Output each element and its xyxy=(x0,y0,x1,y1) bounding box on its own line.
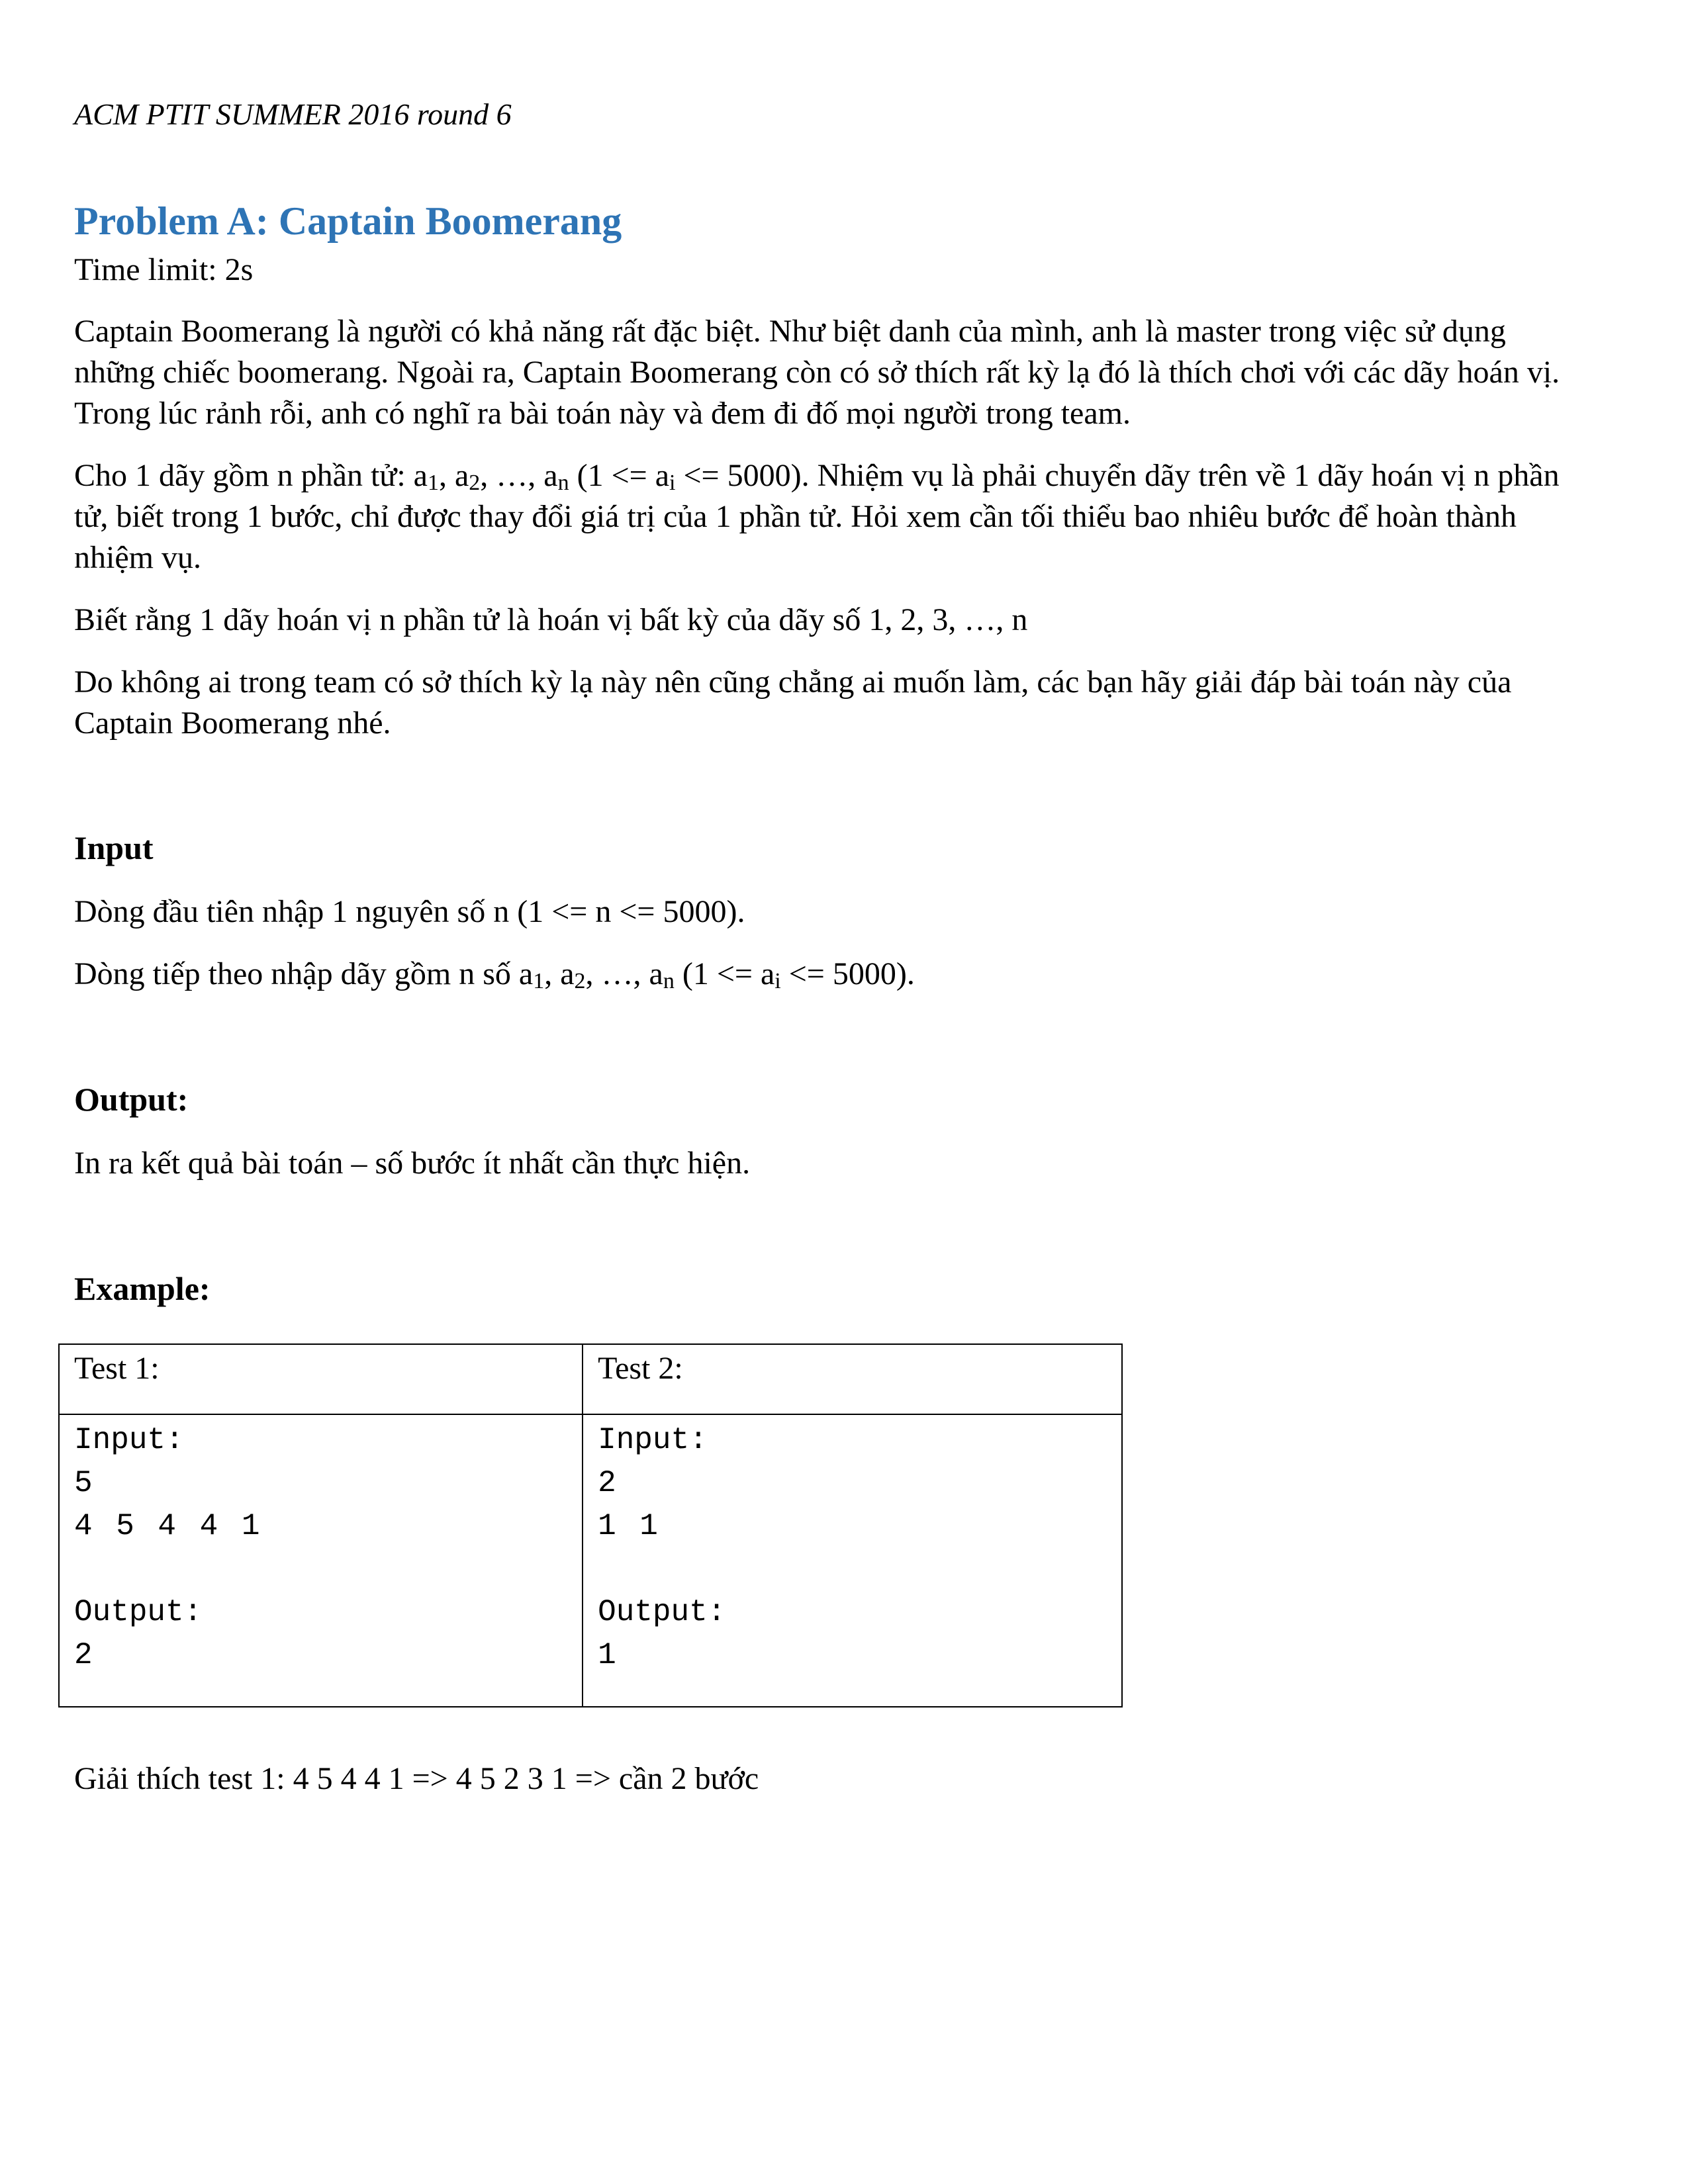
input-text: <= 5000). xyxy=(780,956,915,991)
subscript: 2 xyxy=(574,969,586,993)
input-heading: Input xyxy=(74,829,154,866)
test-1-label: Test 1: xyxy=(59,1344,583,1414)
page-header: ACM PTIT SUMMER 2016 round 6 xyxy=(74,97,512,131)
time-limit: Time limit: 2s xyxy=(74,252,254,287)
test-1-output-label: Output: xyxy=(74,1595,203,1629)
output-heading: Output: xyxy=(74,1081,189,1118)
example-header-row xyxy=(59,1344,1122,1414)
input-line-1: Dòng đầu tiên nhập 1 nguyên số n (1 <= n <= 5000). xyxy=(74,894,745,929)
test-2-output-label: Output: xyxy=(598,1595,726,1629)
test-1-output-line: 2 xyxy=(74,1638,93,1672)
intro-line: những chiếc boomerang. Ngoài ra, Captain Boomerang còn có sở thích rất kỳ lạ đó là thích chơi với các dãy hoán vị. xyxy=(74,355,1560,390)
spacer xyxy=(74,1548,582,1591)
statement-text: , a xyxy=(438,458,469,493)
permutation-note xyxy=(74,600,1617,641)
example-heading: Example: xyxy=(74,1270,211,1307)
statement-line xyxy=(74,455,1617,496)
statement-line: tử, biết trong 1 bước, chỉ được thay đổi giá trị của 1 phần tử. Hỏi xem cần tối thiểu bao nhiêu bước để hoàn thành xyxy=(74,499,1517,534)
input-text: , a xyxy=(544,956,575,991)
test-2-input-label: Input: xyxy=(598,1423,708,1457)
intro-paragraph xyxy=(74,311,1617,434)
test-1-input-line: 5 xyxy=(74,1466,93,1500)
note-line: Biết rằng 1 dãy hoán vị n phần tử là hoán vị bất kỳ của dãy số 1, 2, 3, …, n xyxy=(74,602,1028,637)
subscript: 1 xyxy=(533,969,545,993)
subscript: n xyxy=(557,471,569,495)
test-1-input-label: Input: xyxy=(74,1423,184,1457)
closing-line: Captain Boomerang nhé. xyxy=(74,705,391,741)
statement-line: nhiệm vụ. xyxy=(74,540,201,575)
example-body-row xyxy=(59,1414,1122,1707)
input-text: , …, a xyxy=(585,956,663,991)
explanation: Giải thích test 1: 4 5 4 4 1 => 4 5 2 3 1 => cần 2 bước xyxy=(74,1761,759,1796)
test-2-input-line: 2 xyxy=(598,1466,616,1500)
example-table xyxy=(58,1343,1123,1707)
spacer xyxy=(598,1548,1121,1591)
statement-text: , …, a xyxy=(480,458,558,493)
test-1-body xyxy=(59,1414,583,1707)
output-line-1: In ra kết quả bài toán – số bước ít nhất cần thực hiện. xyxy=(74,1146,751,1181)
intro-line: Trong lúc rảnh rỗi, anh có nghĩ ra bài toán này và đem đi đố mọi người trong team. xyxy=(74,396,1131,431)
closing-paragraph xyxy=(74,662,1617,744)
statement-text: (1 <= a xyxy=(569,458,670,493)
test-2-body xyxy=(583,1414,1122,1707)
statement-text: <= 5000). Nhiệm vụ là phải chuyển dãy trên về 1 dãy hoán vị n phần xyxy=(675,458,1560,493)
statement-text: Cho 1 dãy gồm n phần tử: a xyxy=(74,458,428,493)
input-text: (1 <= a xyxy=(674,956,775,991)
subscript: 1 xyxy=(427,471,439,495)
test-1-input-line: 4 5 4 4 1 xyxy=(74,1509,260,1543)
intro-line: Captain Boomerang là người có khả năng rất đặc biệt. Như biệt danh của mình, anh là master trong việc sử dụng xyxy=(74,314,1506,349)
subscript: 2 xyxy=(469,471,481,495)
problem-title: Problem A: Captain Boomerang xyxy=(74,199,622,243)
subscript: n xyxy=(663,969,675,993)
closing-line: Do không ai trong team có sở thích kỳ lạ này nên cũng chẳng ai muốn làm, các bạn hãy giải đáp bài toán này của xyxy=(74,664,1512,700)
subscript: i xyxy=(669,471,676,495)
test-2-label: Test 2: xyxy=(583,1344,1122,1414)
subscript: i xyxy=(774,969,781,993)
test-2-input-line: 1 1 xyxy=(598,1509,658,1543)
test-2-output-line: 1 xyxy=(598,1638,616,1672)
input-line-2 xyxy=(74,956,915,992)
input-text: Dòng tiếp theo nhập dãy gồm n số a xyxy=(74,956,534,991)
statement-paragraph xyxy=(74,455,1617,578)
